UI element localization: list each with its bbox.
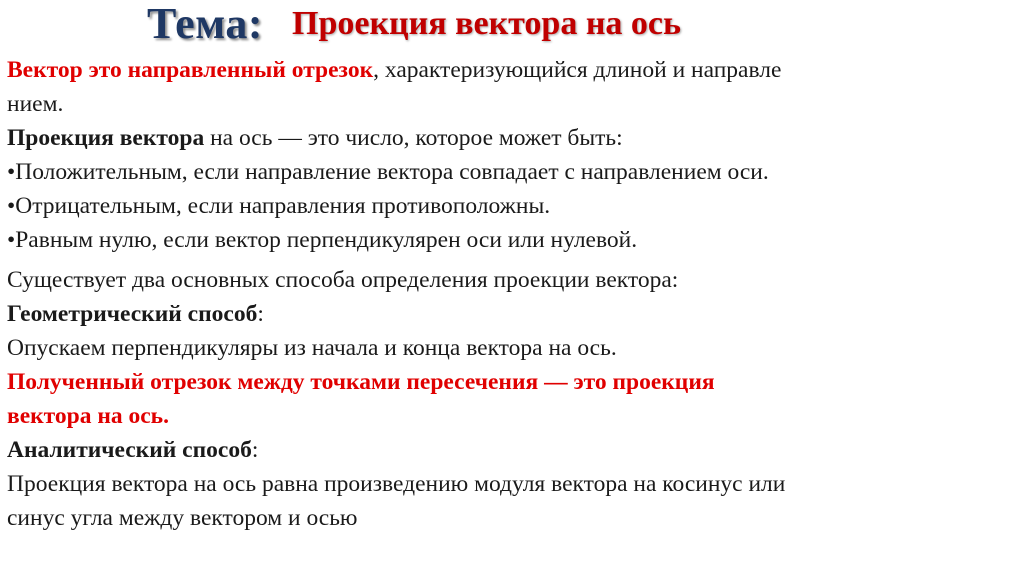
definition-line-1: [7, 53, 1019, 87]
analytic-heading-text: Аналитический способ: [7, 437, 252, 463]
vector-definition-text-cont: нием.: [7, 91, 64, 117]
slide-body: [7, 53, 1019, 535]
title-label: Тема:: [147, 0, 264, 48]
geometric-heading-colon: :: [257, 301, 264, 327]
geometric-heading: [7, 297, 1019, 331]
vector-definition-text: , характеризующийся длиной и направле: [373, 57, 782, 83]
projection-text: на ось — это число, которое может быть:: [204, 125, 623, 151]
geometric-heading-text: Геометрический способ: [7, 301, 258, 327]
definition-line-2: [7, 87, 1019, 121]
analytic-text-line-1: Проекция вектора на ось равна произведению модуля вектора на косинус или: [7, 471, 786, 497]
projection-definition: [7, 121, 1019, 155]
slide-title: [0, 0, 1024, 52]
analytic-heading-colon: :: [251, 437, 259, 463]
bullet-negative: •Отрицательным, если направления противоположны.: [7, 193, 551, 219]
bullet-positive: •Положительным, если направление вектора совпадает с направлением оси.: [7, 159, 769, 185]
projection-term: Проекция вектора: [7, 125, 205, 151]
methods-intro: Существует два основных способа определения проекции вектора:: [7, 267, 679, 293]
geometric-highlight-line-1: Полученный отрезок между точками пересечения — это проекция: [7, 369, 715, 395]
geometric-text: Опускаем перпендикуляры из начала и конца вектора на ось.: [7, 335, 617, 361]
title-topic: Проекция вектора на ось: [292, 5, 681, 42]
geometric-highlight-line-2: вектора на ось.: [7, 403, 169, 429]
bullet-zero: •Равным нулю, если вектор перпендикулярен оси или нулевой.: [7, 227, 638, 253]
analytic-text-line-2: синус угла между вектором и осью: [7, 505, 358, 531]
vector-definition-term: Вектор это направленный отрезок: [7, 57, 374, 83]
analytic-heading: [7, 433, 1019, 467]
